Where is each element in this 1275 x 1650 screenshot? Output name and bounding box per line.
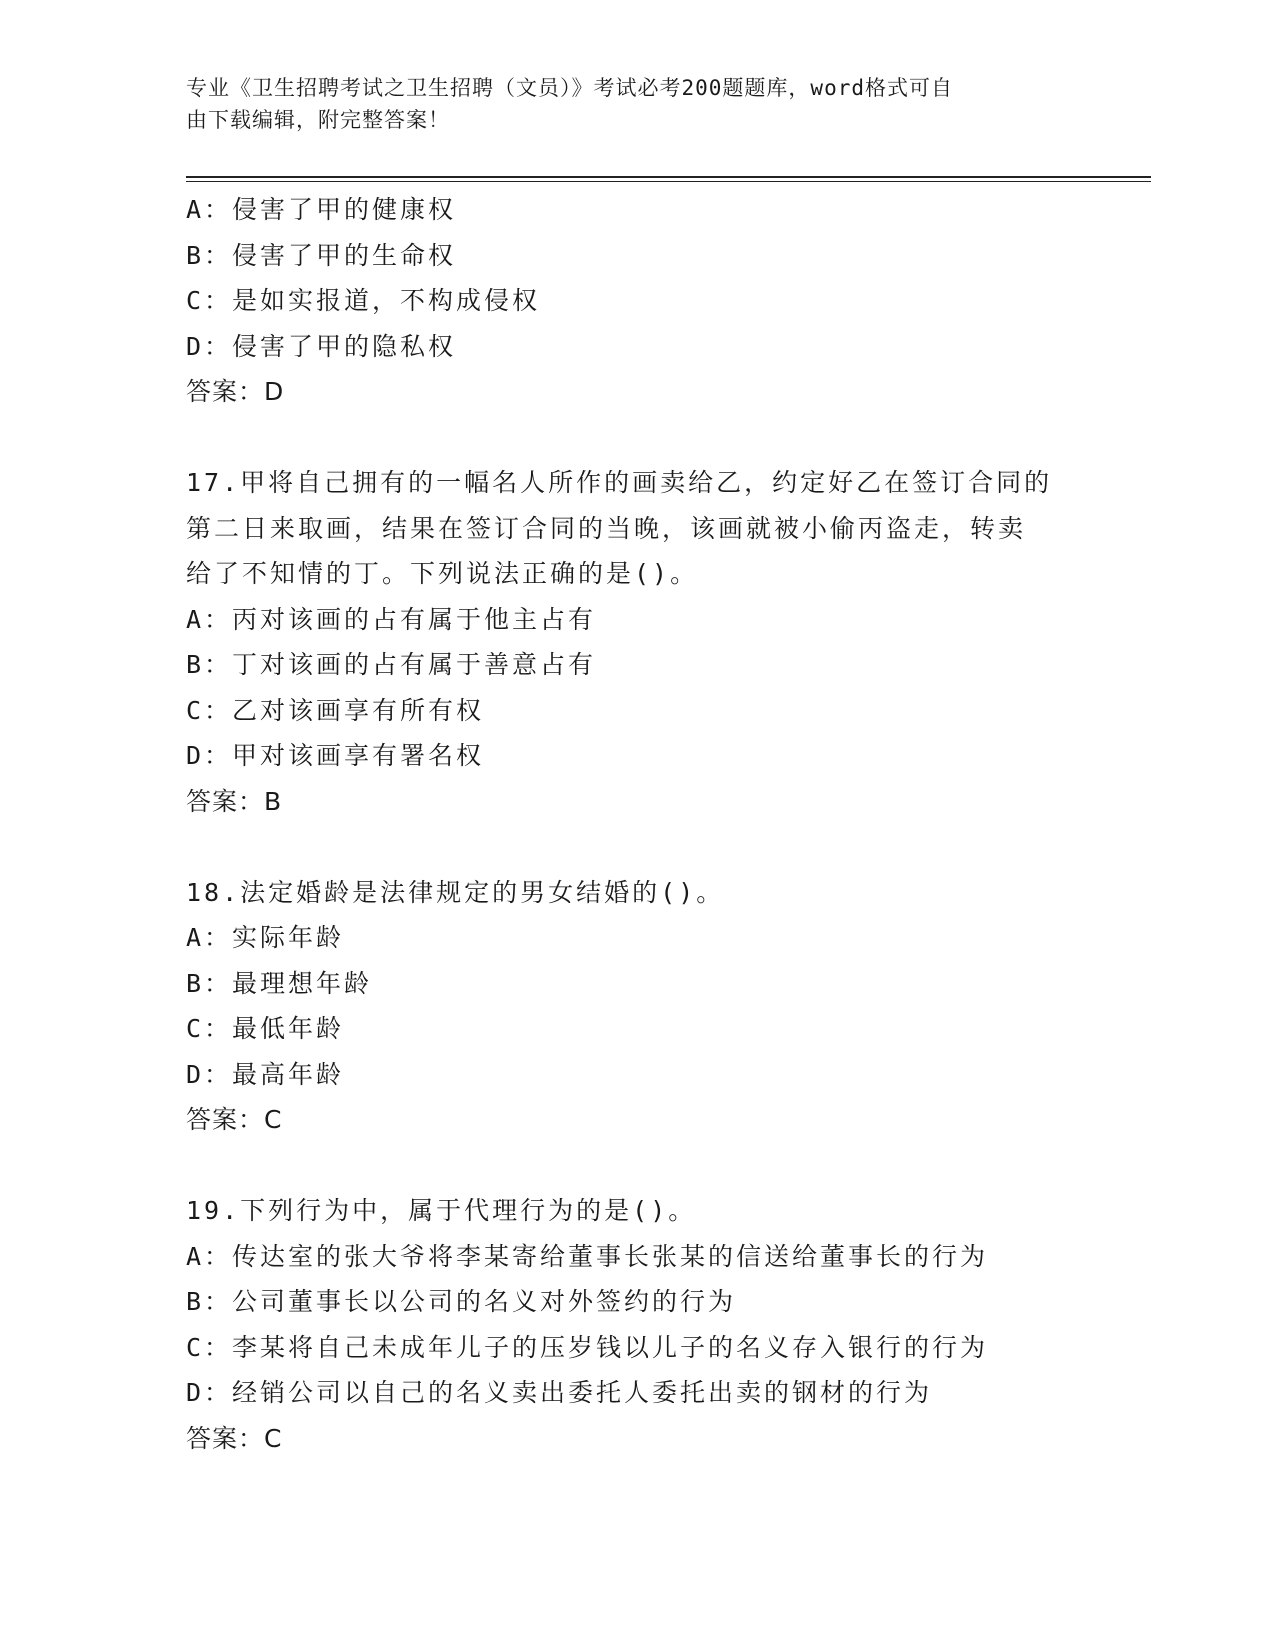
answer-label: 答案：B [186,786,283,816]
question-stem-line: 第二日来取画，结果在签订合同的当晚，该画就被小偷丙盗走，转卖 [186,513,1027,543]
question-19-block [186,1188,1146,1461]
option-c: C：最低年龄 [186,1014,345,1043]
answer-label: 答案：C [186,1423,283,1453]
spacer [186,1143,1146,1189]
document-header [186,72,1086,136]
spacer [186,824,1146,870]
option-c: C：是如实报道，不构成侵权 [186,286,541,315]
option-d: D：经销公司以自己的名义卖出委托人委托出卖的钢材的行为 [186,1378,933,1407]
option-a: A：传达室的张大爷将李某寄给董事长张某的信送给董事长的行为 [186,1241,989,1271]
question-stem-line: 18.法定婚龄是法律规定的男女结婚的()。 [186,877,725,907]
prev-question-block [186,187,1146,415]
answer-label: 答案：D [186,377,285,406]
option-b: B：丁对该画的占有属于善意占有 [186,650,597,679]
question-18-block [186,870,1146,1143]
question-stem-line: 19.下列行为中，属于代理行为的是()。 [186,1196,697,1225]
answer-label: 答案：C [186,1105,283,1134]
header-divider-thin [186,181,1151,182]
spacer [186,415,1146,461]
option-a: A：丙对该画的占有属于他主占有 [186,604,597,634]
question-content [186,187,1146,1461]
question-17-block [186,460,1146,824]
option-d: D：侵害了甲的隐私权 [186,331,457,361]
option-b: B：公司董事长以公司的名义对外签约的行为 [186,1287,737,1316]
option-a: A：实际年龄 [186,923,345,952]
header-divider-thick [186,176,1151,178]
option-d: D：甲对该画享有署名权 [186,741,485,770]
option-b: B：最理想年龄 [186,968,373,998]
question-stem-line: 17.甲将自己拥有的一幅名人所作的画卖给乙，约定好乙在签订合同的 [186,468,1053,497]
option-c: C：乙对该画享有所有权 [186,695,485,725]
option-a: A：侵害了甲的健康权 [186,195,457,224]
header-line-1: 专业《卫生招聘考试之卫生招聘（文员）》考试必考200题题库，word格式可自 [186,76,953,100]
header-line-2: 由下载编辑，附完整答案！ [186,108,450,132]
option-d: D：最高年龄 [186,1059,345,1089]
question-stem-line: 给了不知情的丁。下列说法正确的是()。 [186,559,699,588]
option-c: C：李某将自己未成年儿子的压岁钱以儿子的名义存入银行的行为 [186,1332,989,1362]
option-b: B：侵害了甲的生命权 [186,240,457,270]
